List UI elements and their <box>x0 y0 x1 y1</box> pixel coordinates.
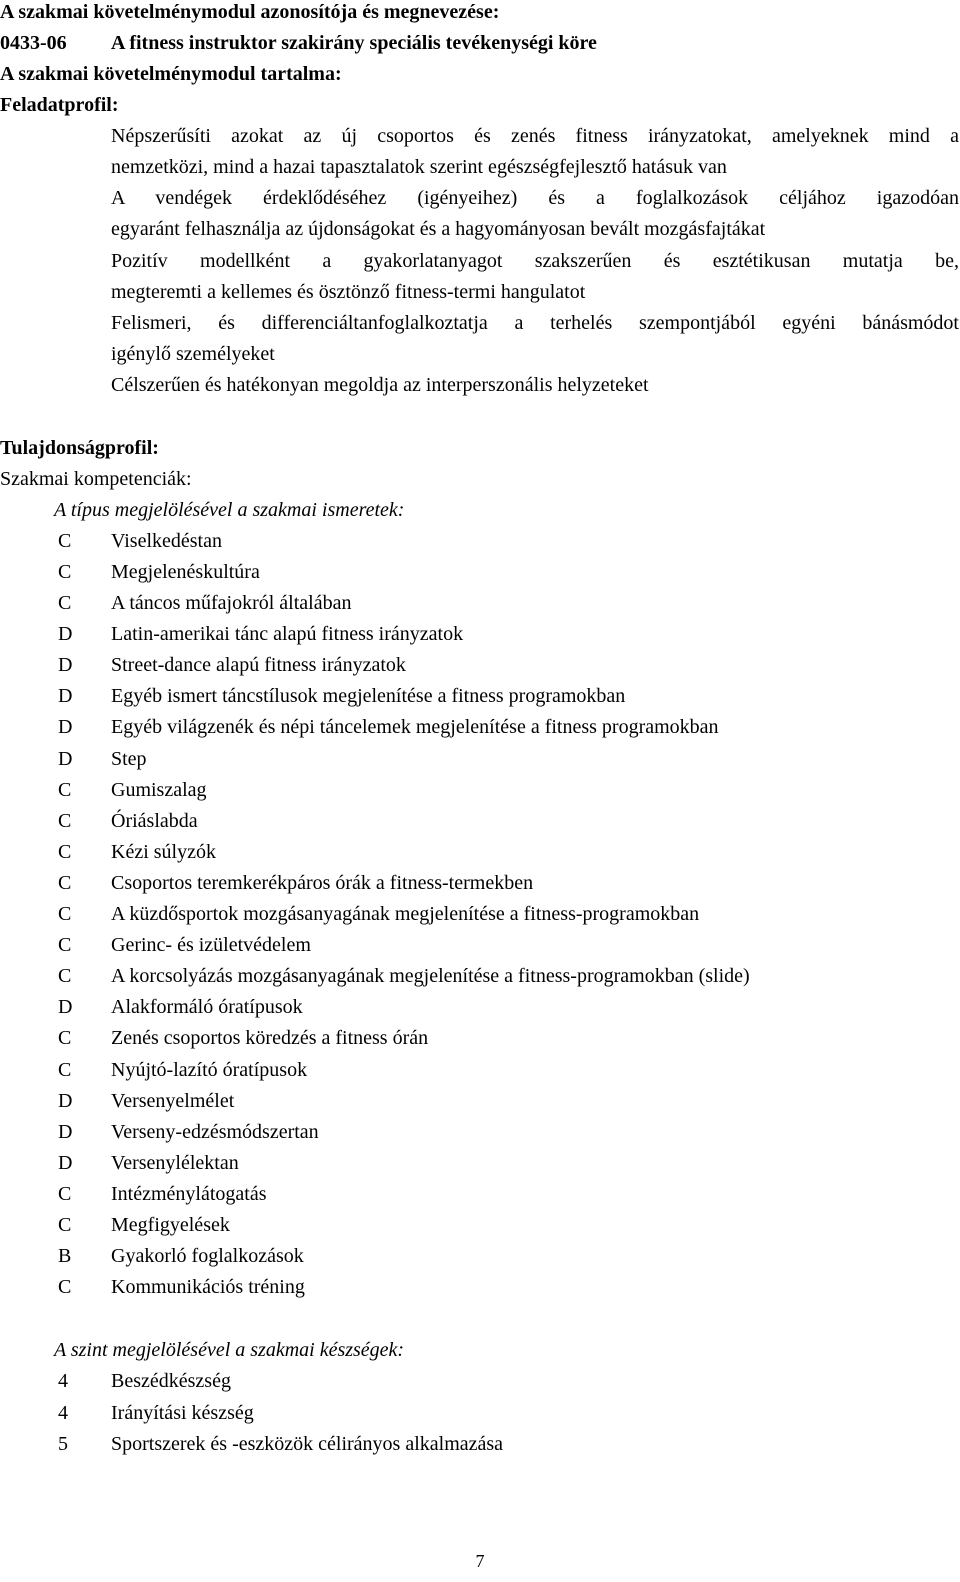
skill-text: Sportszerek és -eszközök célirányos alkalmazása <box>111 1433 504 1455</box>
task-profile-line: A vendégek érdeklődéséhez (igényeihez) és a foglalkozások céljához igazodóan <box>111 187 959 209</box>
knowledge-code: C <box>58 779 72 801</box>
task-profile-line: Népszerűsíti azokat az új csoportos és zenés fitness irányzatokat, amelyeknek mind a <box>111 125 959 147</box>
skills-heading: A szint megjelölésével a szakmai készségek: <box>54 1339 405 1361</box>
property-profile-heading: Tulajdonságprofil: <box>0 437 159 459</box>
knowledge-text: Óriáslabda <box>111 810 198 832</box>
knowledge-text: Alakformáló óratípusok <box>111 996 303 1018</box>
knowledge-code: D <box>58 996 73 1018</box>
task-profile-line: megteremti a kellemes és ösztönző fitness-termi hangulatot <box>111 281 586 303</box>
task-profile-line: nemzetközi, mind a hazai tapasztalatok szerint egészségfejlesztő hatásuk van <box>111 156 727 178</box>
knowledge-text: Kézi súlyzók <box>111 841 216 863</box>
knowledge-code: C <box>58 1059 72 1081</box>
module-title: A szakmai követelménymodul azonosítója és megnevezése: <box>0 1 500 23</box>
knowledge-text: Viselkedéstan <box>111 530 222 552</box>
knowledge-code: D <box>58 654 73 676</box>
knowledge-code: D <box>58 1090 73 1112</box>
knowledge-text: Egyéb ismert táncstílusok megjelenítése a fitness programokban <box>111 685 626 707</box>
knowledge-text: Verseny-edzésmódszertan <box>111 1121 319 1143</box>
skill-text: Irányítási készség <box>111 1402 254 1424</box>
task-profile-line: Célszerűen és hatékonyan megoldja az interperszonális helyzeteket <box>111 374 649 396</box>
knowledge-text: Versenylélektan <box>111 1152 239 1174</box>
module-name: A fitness instruktor szakirány speciális tevékenységi köre <box>111 32 597 54</box>
knowledge-text: Megfigyelések <box>111 1214 230 1236</box>
knowledge-code: C <box>58 1214 72 1236</box>
knowledge-heading: A típus megjelölésével a szakmai ismeretek: <box>54 499 405 521</box>
knowledge-code: C <box>58 1183 72 1205</box>
task-profile-line: Pozitív modellként a gyakorlatanyagot szakszerűen és esztétikusan mutatja be, <box>111 250 959 272</box>
knowledge-code: D <box>58 748 73 770</box>
task-profile-heading: Feladatprofil: <box>0 94 119 116</box>
knowledge-code: C <box>58 1027 72 1049</box>
content-heading: A szakmai követelménymodul tartalma: <box>0 63 342 85</box>
module-code: 0433-06 <box>0 32 67 54</box>
knowledge-code: C <box>58 841 72 863</box>
page-number: 7 <box>475 1551 485 1571</box>
knowledge-text: Gerinc- és izületvédelem <box>111 934 311 956</box>
knowledge-code: D <box>58 623 73 645</box>
knowledge-code: B <box>58 1245 72 1267</box>
competencies-label: Szakmai kompetenciák: <box>0 468 192 490</box>
skill-text: Beszédkészség <box>111 1370 231 1392</box>
knowledge-text: Gumiszalag <box>111 779 207 801</box>
knowledge-code: D <box>58 1152 73 1174</box>
knowledge-text: Kommunikációs tréning <box>111 1276 305 1298</box>
knowledge-code: C <box>58 1276 72 1298</box>
task-profile-line: egyaránt felhasználja az újdonságokat és a hagyományosan bevált mozgásfajtákat <box>111 218 766 240</box>
knowledge-code: D <box>58 1121 73 1143</box>
knowledge-text: Street-dance alapú fitness irányzatok <box>111 654 406 676</box>
knowledge-text: Gyakorló foglalkozások <box>111 1245 304 1267</box>
knowledge-code: C <box>58 561 72 583</box>
knowledge-text: A korcsolyázás mozgásanyagának megjelenítése a fitness-programokban (slide) <box>111 965 750 987</box>
knowledge-code: C <box>58 965 72 987</box>
knowledge-code: C <box>58 530 72 552</box>
knowledge-code: C <box>58 810 72 832</box>
knowledge-code: C <box>58 934 72 956</box>
skill-level: 4 <box>58 1402 68 1424</box>
task-profile-line: Felismeri, és differenciáltanfoglalkoztatja a terhelés szempontjából egyéni bánásmódot <box>111 312 959 334</box>
knowledge-text: Versenyelmélet <box>111 1090 235 1112</box>
knowledge-code: D <box>58 716 73 738</box>
knowledge-text: A küzdősportok mozgásanyagának megjelenítése a fitness-programokban <box>111 903 700 925</box>
knowledge-text: Intézménylátogatás <box>111 1183 267 1205</box>
task-profile-line: igénylő személyeket <box>111 343 275 365</box>
knowledge-text: Csoportos teremkerékpáros órák a fitness-termekben <box>111 872 534 894</box>
knowledge-code: C <box>58 592 72 614</box>
skill-level: 5 <box>58 1433 68 1455</box>
knowledge-code: C <box>58 872 72 894</box>
knowledge-text: A táncos műfajokról általában <box>111 592 352 614</box>
knowledge-text: Megjelenéskultúra <box>111 561 260 583</box>
knowledge-code: C <box>58 903 72 925</box>
knowledge-text: Step <box>111 748 147 770</box>
knowledge-code: D <box>58 685 73 707</box>
knowledge-text: Zenés csoportos köredzés a fitness órán <box>111 1027 429 1049</box>
skill-level: 4 <box>58 1370 68 1392</box>
knowledge-text: Nyújtó-lazító óratípusok <box>111 1059 308 1081</box>
knowledge-text: Latin-amerikai tánc alapú fitness irányzatok <box>111 623 464 645</box>
knowledge-text: Egyéb világzenék és népi táncelemek megjelenítése a fitness programokban <box>111 716 719 738</box>
